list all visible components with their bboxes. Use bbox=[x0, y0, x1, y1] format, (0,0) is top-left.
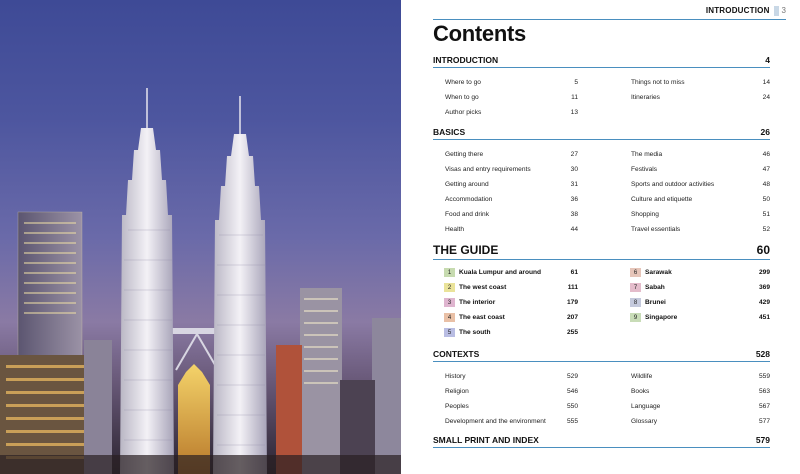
section-the-guide bbox=[433, 243, 770, 340]
entry-page: 14 bbox=[762, 79, 770, 86]
contents-page bbox=[401, 0, 800, 474]
entry-label: Things not to miss bbox=[631, 79, 685, 86]
toc-entry[interactable] bbox=[433, 90, 578, 105]
left-column bbox=[433, 369, 578, 429]
right-column bbox=[619, 147, 770, 237]
entry-label: Accommodation bbox=[445, 196, 493, 203]
entry-page: 51 bbox=[762, 211, 770, 218]
running-head-title: INTRODUCTION bbox=[705, 6, 770, 15]
chapter-label: Sarawak bbox=[645, 269, 672, 276]
running-head bbox=[433, 6, 786, 20]
toc-entry[interactable] bbox=[619, 147, 770, 162]
running-head-separator bbox=[774, 6, 779, 16]
entry-label: Religion bbox=[445, 388, 469, 395]
entry-page: 50 bbox=[762, 196, 770, 203]
entry-page: 36 bbox=[570, 196, 578, 203]
entry-label: Food and drink bbox=[445, 211, 489, 218]
section-header[interactable] bbox=[433, 243, 770, 260]
section-small-print bbox=[433, 434, 770, 448]
chapter-entry[interactable] bbox=[433, 265, 578, 280]
entry-label: Development and the environment bbox=[445, 418, 546, 425]
chapter-number: 1 bbox=[444, 268, 455, 277]
section-header[interactable] bbox=[433, 434, 770, 448]
chapter-entry[interactable] bbox=[619, 310, 770, 325]
section-title: BASICS bbox=[433, 127, 466, 137]
entry-page: 5 bbox=[574, 79, 578, 86]
chapter-entry[interactable] bbox=[619, 265, 770, 280]
chapter-entry[interactable] bbox=[619, 295, 770, 310]
section-page: 528 bbox=[755, 349, 770, 359]
section-page: 4 bbox=[765, 55, 770, 65]
toc-entry[interactable] bbox=[433, 105, 578, 120]
section-header[interactable] bbox=[433, 126, 770, 140]
toc-entry[interactable] bbox=[619, 384, 770, 399]
chapter-page: 299 bbox=[758, 269, 770, 276]
chapter-page: 255 bbox=[566, 329, 578, 336]
section-title: INTRODUCTION bbox=[433, 55, 499, 65]
chapter-number: 7 bbox=[630, 283, 641, 292]
entry-page: 577 bbox=[758, 418, 770, 425]
chapter-number: 6 bbox=[630, 268, 641, 277]
entry-page: 44 bbox=[570, 226, 578, 233]
chapter-page: 111 bbox=[567, 284, 578, 291]
section-title: THE GUIDE bbox=[433, 243, 499, 257]
toc-entry[interactable] bbox=[433, 222, 578, 237]
chapter-label: The west coast bbox=[459, 284, 507, 291]
toc-entry[interactable] bbox=[433, 369, 578, 384]
entry-page: 559 bbox=[758, 373, 770, 380]
right-column bbox=[619, 265, 770, 340]
chapter-number: 5 bbox=[444, 328, 455, 337]
toc-entry[interactable] bbox=[433, 177, 578, 192]
entry-page: 46 bbox=[762, 151, 770, 158]
entry-page: 11 bbox=[571, 94, 578, 101]
right-column bbox=[619, 369, 770, 429]
entry-page: 555 bbox=[566, 418, 578, 425]
chapter-label: Brunei bbox=[645, 299, 666, 306]
chapter-entry[interactable] bbox=[433, 325, 578, 340]
page-number: 3 bbox=[781, 6, 786, 15]
entry-label: Health bbox=[445, 226, 465, 233]
entry-label: Culture and etiquette bbox=[631, 196, 693, 203]
entry-label: Shopping bbox=[631, 211, 659, 218]
section-header[interactable] bbox=[433, 54, 770, 68]
entry-label: History bbox=[445, 373, 466, 380]
entry-label: Festivals bbox=[631, 166, 658, 173]
chapter-page: 451 bbox=[758, 314, 770, 321]
entry-page: 31 bbox=[570, 181, 578, 188]
toc-entry[interactable] bbox=[433, 399, 578, 414]
toc-entry[interactable] bbox=[619, 192, 770, 207]
entry-label: Where to go bbox=[445, 79, 481, 86]
section-title: CONTEXTS bbox=[433, 349, 480, 359]
left-column bbox=[433, 75, 578, 120]
toc-entry[interactable] bbox=[433, 147, 578, 162]
chapter-entry[interactable] bbox=[433, 295, 578, 310]
section-introduction bbox=[433, 54, 770, 120]
entry-label: Travel essentials bbox=[631, 226, 681, 233]
entry-label: Wildlife bbox=[631, 373, 653, 380]
entry-page: 13 bbox=[570, 109, 578, 116]
chapter-page: 429 bbox=[758, 299, 770, 306]
entry-label: Books bbox=[631, 388, 650, 395]
toc-entry[interactable] bbox=[433, 384, 578, 399]
section-header[interactable] bbox=[433, 348, 770, 362]
chapter-page: 369 bbox=[758, 284, 770, 291]
entry-page: 48 bbox=[762, 181, 770, 188]
left-column bbox=[433, 265, 578, 340]
entry-label: When to go bbox=[445, 94, 479, 101]
chapter-label: The interior bbox=[459, 299, 496, 306]
toc-entry[interactable] bbox=[619, 414, 770, 429]
chapter-number: 9 bbox=[630, 313, 641, 322]
left-column bbox=[433, 147, 578, 237]
chapter-number: 8 bbox=[630, 298, 641, 307]
entry-label: Itineraries bbox=[631, 94, 660, 101]
chapter-page: 61 bbox=[570, 269, 578, 276]
toc-entry[interactable] bbox=[433, 414, 578, 429]
entry-label: The media bbox=[631, 151, 663, 158]
right-column bbox=[619, 75, 770, 120]
entry-page: 52 bbox=[762, 226, 770, 233]
chapter-number: 3 bbox=[444, 298, 455, 307]
chapter-label: The east coast bbox=[459, 314, 505, 321]
toc-entry[interactable] bbox=[619, 177, 770, 192]
entry-label: Sports and outdoor activities bbox=[631, 181, 715, 188]
chapter-label: Sabah bbox=[645, 284, 665, 291]
entry-page: 529 bbox=[566, 373, 578, 380]
entry-label: Language bbox=[631, 403, 661, 410]
entry-label: Glossary bbox=[631, 418, 658, 425]
chapter-entry[interactable] bbox=[433, 310, 578, 325]
toc-entry[interactable] bbox=[433, 207, 578, 222]
section-basics bbox=[433, 126, 770, 237]
toc-entry[interactable] bbox=[433, 162, 578, 177]
chapter-number: 4 bbox=[444, 313, 455, 322]
toc-entry[interactable] bbox=[619, 399, 770, 414]
entry-label: Visas and entry requirements bbox=[445, 166, 531, 173]
chapter-number: 2 bbox=[444, 283, 455, 292]
toc-entry[interactable] bbox=[619, 207, 770, 222]
entry-label: Getting there bbox=[445, 151, 484, 158]
section-page: 579 bbox=[755, 435, 770, 445]
entry-label: Peoples bbox=[445, 403, 469, 410]
entry-page: 563 bbox=[758, 388, 770, 395]
toc-entry[interactable] bbox=[619, 90, 770, 105]
section-page: 26 bbox=[760, 127, 770, 137]
chapter-page: 207 bbox=[566, 314, 578, 321]
entry-page: 30 bbox=[570, 166, 578, 173]
chapter-entry[interactable] bbox=[433, 280, 578, 295]
section-title: SMALL PRINT AND INDEX bbox=[433, 435, 539, 445]
chapter-label: Singapore bbox=[645, 314, 678, 321]
toc-entry[interactable] bbox=[619, 369, 770, 384]
entry-label: Author picks bbox=[445, 109, 482, 116]
toc-entry[interactable] bbox=[619, 162, 770, 177]
chapter-entry[interactable] bbox=[619, 280, 770, 295]
entry-page: 47 bbox=[762, 166, 770, 173]
entry-page: 567 bbox=[758, 403, 770, 410]
toc-entry[interactable] bbox=[619, 222, 770, 237]
section-contexts bbox=[433, 348, 770, 429]
entry-page: 24 bbox=[762, 94, 770, 101]
toc-entry[interactable] bbox=[433, 192, 578, 207]
chapter-label: The south bbox=[459, 329, 491, 336]
toc-entry[interactable] bbox=[433, 75, 578, 90]
toc-entry[interactable] bbox=[619, 75, 770, 90]
entry-label: Getting around bbox=[445, 181, 489, 188]
chapter-label: Kuala Lumpur and around bbox=[459, 269, 542, 276]
entry-page: 550 bbox=[566, 403, 578, 410]
entry-page: 546 bbox=[566, 388, 578, 395]
chapter-page: 179 bbox=[566, 299, 578, 306]
entry-page: 27 bbox=[570, 151, 578, 158]
page-title: Contents bbox=[433, 21, 526, 46]
section-page: 60 bbox=[756, 243, 770, 257]
entry-page: 38 bbox=[570, 211, 578, 218]
